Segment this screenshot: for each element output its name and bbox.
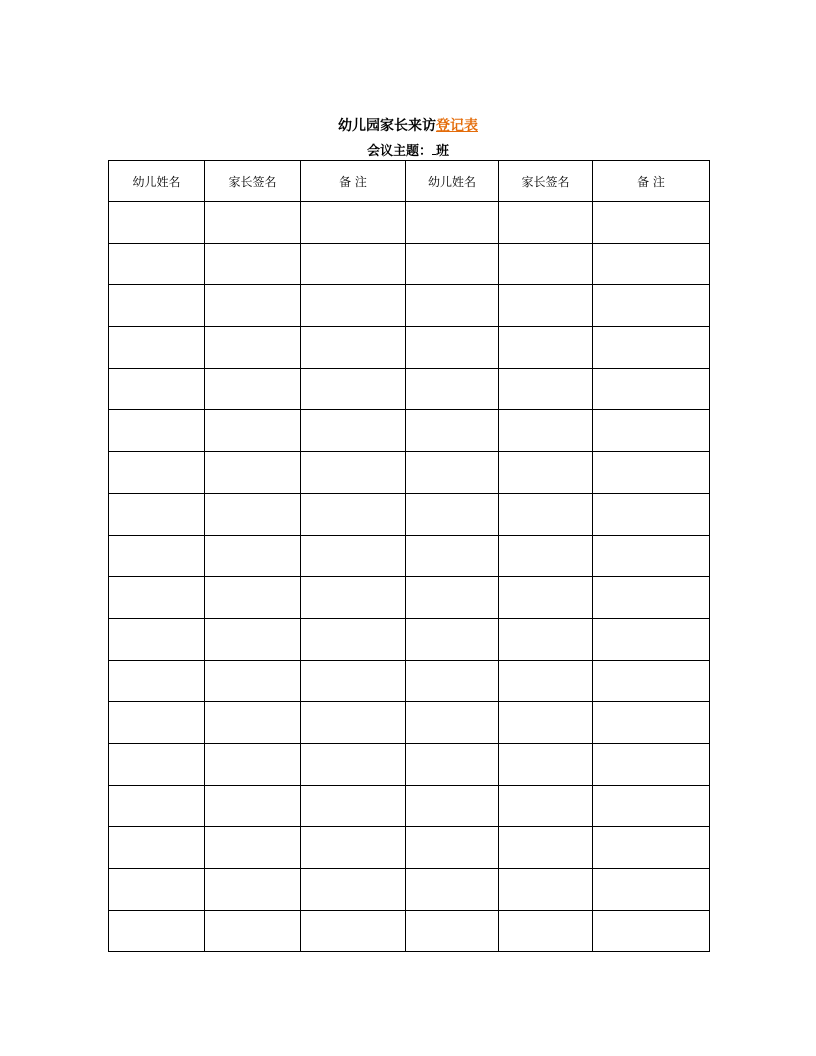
remarks-cell[interactable] bbox=[593, 368, 710, 410]
table-row bbox=[109, 785, 710, 827]
table-row bbox=[109, 702, 710, 744]
parent-signature-cell[interactable] bbox=[205, 368, 301, 410]
child-name-cell[interactable] bbox=[406, 660, 499, 702]
table-row bbox=[109, 577, 710, 619]
remarks-cell[interactable] bbox=[301, 202, 406, 244]
parent-signature-cell[interactable] bbox=[499, 827, 593, 869]
remarks-cell[interactable] bbox=[301, 243, 406, 285]
table-row bbox=[109, 827, 710, 869]
parent-signature-cell[interactable] bbox=[205, 910, 301, 952]
parent-signature-cell[interactable] bbox=[205, 410, 301, 452]
parent-signature-cell[interactable] bbox=[499, 702, 593, 744]
remarks-cell[interactable] bbox=[593, 577, 710, 619]
child-name-cell[interactable] bbox=[109, 285, 205, 327]
remarks-cell[interactable] bbox=[301, 910, 406, 952]
remarks-cell[interactable] bbox=[593, 618, 710, 660]
child-name-cell[interactable] bbox=[406, 785, 499, 827]
table-row bbox=[109, 660, 710, 702]
parent-signature-cell[interactable] bbox=[499, 493, 593, 535]
parent-signature-cell[interactable] bbox=[499, 785, 593, 827]
remarks-cell[interactable] bbox=[301, 869, 406, 911]
child-name-cell[interactable] bbox=[109, 743, 205, 785]
parent-signature-cell[interactable] bbox=[499, 577, 593, 619]
parent-signature-cell[interactable] bbox=[205, 327, 301, 369]
remarks-cell[interactable] bbox=[593, 202, 710, 244]
parent-signature-cell[interactable] bbox=[205, 618, 301, 660]
parent-signature-cell[interactable] bbox=[499, 869, 593, 911]
parent-signature-cell[interactable] bbox=[499, 910, 593, 952]
header-child-name-left: 幼儿姓名 bbox=[109, 161, 205, 202]
table-row bbox=[109, 285, 710, 327]
remarks-cell[interactable] bbox=[301, 743, 406, 785]
remarks-cell[interactable] bbox=[593, 410, 710, 452]
header-remarks-left: 备 注 bbox=[301, 161, 406, 202]
child-name-cell[interactable] bbox=[109, 410, 205, 452]
remarks-cell[interactable] bbox=[301, 660, 406, 702]
remarks-cell[interactable] bbox=[593, 452, 710, 494]
parent-signature-cell[interactable] bbox=[205, 577, 301, 619]
parent-signature-cell[interactable] bbox=[499, 327, 593, 369]
parent-signature-cell[interactable] bbox=[499, 410, 593, 452]
child-name-cell[interactable] bbox=[406, 869, 499, 911]
remarks-cell[interactable] bbox=[301, 827, 406, 869]
remarks-cell[interactable] bbox=[301, 702, 406, 744]
parent-signature-cell[interactable] bbox=[205, 660, 301, 702]
table-row bbox=[109, 743, 710, 785]
parent-signature-cell[interactable] bbox=[205, 702, 301, 744]
child-name-cell[interactable] bbox=[109, 577, 205, 619]
child-name-cell[interactable] bbox=[109, 535, 205, 577]
form-title bbox=[0, 117, 816, 135]
parent-signature-cell[interactable] bbox=[499, 202, 593, 244]
remarks-cell[interactable] bbox=[301, 285, 406, 327]
parent-signature-cell[interactable] bbox=[205, 785, 301, 827]
child-name-cell[interactable] bbox=[406, 452, 499, 494]
remarks-cell[interactable] bbox=[593, 910, 710, 952]
parent-signature-cell[interactable] bbox=[499, 368, 593, 410]
form-title-highlight: 登记表 bbox=[436, 118, 478, 134]
remarks-cell[interactable] bbox=[301, 535, 406, 577]
table-row bbox=[109, 327, 710, 369]
parent-signature-cell[interactable] bbox=[205, 827, 301, 869]
remarks-cell[interactable] bbox=[593, 743, 710, 785]
table-row bbox=[109, 452, 710, 494]
child-name-cell[interactable] bbox=[109, 869, 205, 911]
child-name-cell[interactable] bbox=[109, 660, 205, 702]
parent-signature-cell[interactable] bbox=[205, 869, 301, 911]
table-row bbox=[109, 869, 710, 911]
child-name-cell[interactable] bbox=[406, 368, 499, 410]
header-parent-signature-right: 家长签名 bbox=[499, 161, 593, 202]
remarks-cell[interactable] bbox=[593, 827, 710, 869]
child-name-cell[interactable] bbox=[406, 910, 499, 952]
parent-signature-cell[interactable] bbox=[205, 535, 301, 577]
parent-signature-cell[interactable] bbox=[499, 243, 593, 285]
header-row bbox=[109, 161, 710, 202]
remarks-cell[interactable] bbox=[593, 535, 710, 577]
parent-signature-cell[interactable] bbox=[499, 535, 593, 577]
remarks-cell[interactable] bbox=[593, 327, 710, 369]
header-remarks-right: 备 注 bbox=[593, 161, 710, 202]
class-suffix: 班 bbox=[436, 144, 450, 159]
table-row bbox=[109, 202, 710, 244]
table-row bbox=[109, 368, 710, 410]
remarks-cell[interactable] bbox=[301, 577, 406, 619]
meeting-topic-label: 会议主题： bbox=[366, 144, 432, 159]
child-name-cell[interactable] bbox=[406, 827, 499, 869]
parent-signature-cell[interactable] bbox=[499, 285, 593, 327]
remarks-cell[interactable] bbox=[301, 493, 406, 535]
child-name-cell[interactable] bbox=[406, 577, 499, 619]
child-name-cell[interactable] bbox=[406, 243, 499, 285]
child-name-cell[interactable] bbox=[406, 743, 499, 785]
remarks-cell[interactable] bbox=[593, 243, 710, 285]
child-name-cell[interactable] bbox=[109, 243, 205, 285]
child-name-cell[interactable] bbox=[109, 785, 205, 827]
child-name-cell[interactable] bbox=[406, 535, 499, 577]
parent-signature-cell[interactable] bbox=[499, 660, 593, 702]
child-name-cell[interactable] bbox=[109, 452, 205, 494]
child-name-cell[interactable] bbox=[109, 910, 205, 952]
child-name-cell[interactable] bbox=[406, 702, 499, 744]
child-name-cell[interactable] bbox=[406, 327, 499, 369]
registration-table bbox=[108, 160, 710, 952]
parent-signature-cell[interactable] bbox=[499, 743, 593, 785]
header-child-name-right: 幼儿姓名 bbox=[406, 161, 499, 202]
child-name-cell[interactable] bbox=[109, 702, 205, 744]
table-row bbox=[109, 243, 710, 285]
remarks-cell[interactable] bbox=[593, 702, 710, 744]
table-body bbox=[109, 202, 710, 952]
parent-signature-cell[interactable] bbox=[205, 452, 301, 494]
child-name-cell[interactable] bbox=[109, 368, 205, 410]
remarks-cell[interactable] bbox=[301, 410, 406, 452]
child-name-cell[interactable] bbox=[406, 285, 499, 327]
child-name-cell[interactable] bbox=[109, 327, 205, 369]
remarks-cell[interactable] bbox=[593, 660, 710, 702]
remarks-cell[interactable] bbox=[593, 493, 710, 535]
remarks-cell[interactable] bbox=[593, 785, 710, 827]
parent-signature-cell[interactable] bbox=[499, 618, 593, 660]
child-name-cell[interactable] bbox=[109, 493, 205, 535]
parent-signature-cell[interactable] bbox=[205, 285, 301, 327]
table-row bbox=[109, 618, 710, 660]
parent-signature-cell[interactable] bbox=[205, 243, 301, 285]
remarks-cell[interactable] bbox=[301, 618, 406, 660]
remarks-cell[interactable] bbox=[593, 285, 710, 327]
table-row bbox=[109, 910, 710, 952]
child-name-cell[interactable] bbox=[406, 618, 499, 660]
child-name-cell[interactable] bbox=[406, 410, 499, 452]
remarks-cell[interactable] bbox=[301, 327, 406, 369]
parent-signature-cell[interactable] bbox=[205, 202, 301, 244]
table-row bbox=[109, 493, 710, 535]
child-name-cell[interactable] bbox=[406, 202, 499, 244]
remarks-cell[interactable] bbox=[301, 785, 406, 827]
child-name-cell[interactable] bbox=[109, 202, 205, 244]
child-name-cell[interactable] bbox=[109, 827, 205, 869]
child-name-cell[interactable] bbox=[109, 618, 205, 660]
meeting-topic-line bbox=[0, 142, 816, 161]
header-parent-signature-left: 家长签名 bbox=[205, 161, 301, 202]
remarks-cell[interactable] bbox=[301, 452, 406, 494]
parent-signature-cell[interactable] bbox=[205, 493, 301, 535]
parent-signature-cell[interactable] bbox=[205, 743, 301, 785]
table-row bbox=[109, 410, 710, 452]
remarks-cell[interactable] bbox=[593, 869, 710, 911]
remarks-cell[interactable] bbox=[301, 368, 406, 410]
table-row bbox=[109, 535, 710, 577]
child-name-cell[interactable] bbox=[406, 493, 499, 535]
parent-signature-cell[interactable] bbox=[499, 452, 593, 494]
form-title-main: 幼儿园家长来访 bbox=[338, 118, 436, 134]
